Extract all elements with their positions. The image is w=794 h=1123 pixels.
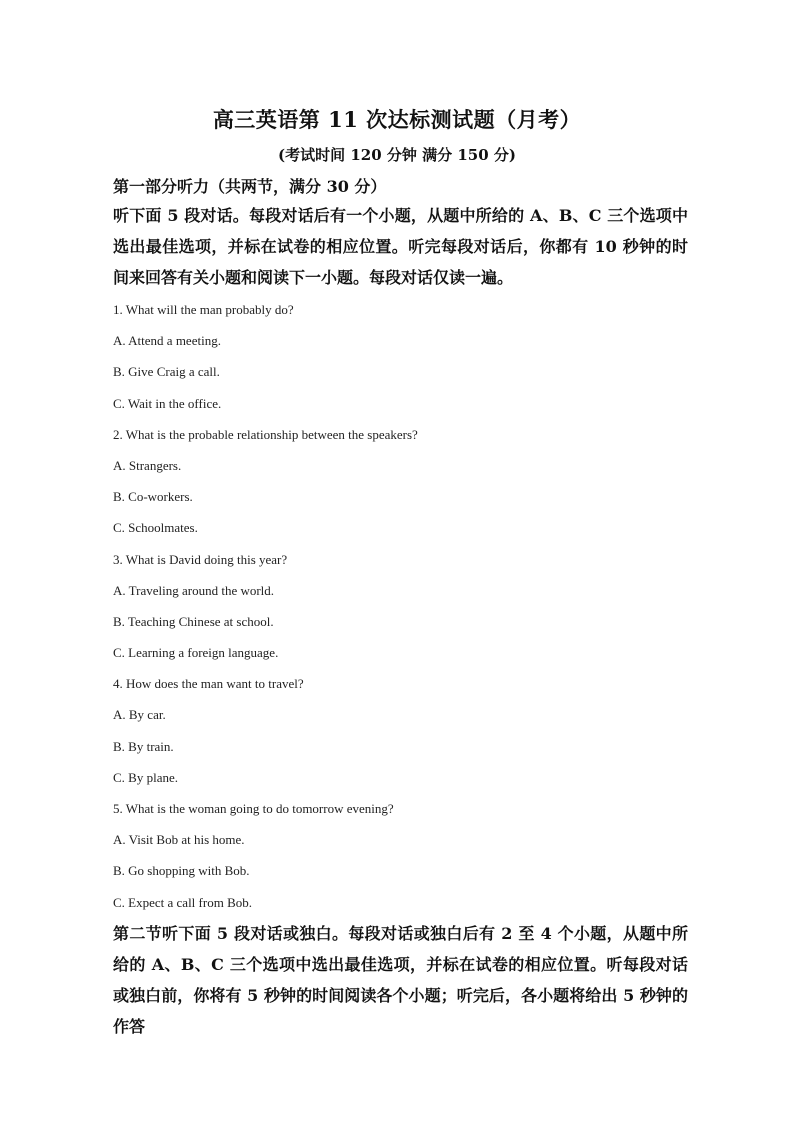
question-text: 5. What is the woman going to do tomorrow evening?: [113, 801, 394, 816]
section2-instructions: 第二节听下面 5 段对话或独白。每段对话或独白后有 2 至 4 个小题，从题中所给的 A、B、C 三个选项中选出最佳选项，并标在试卷的相应位置。听每段对话或独白前，你将有 5 秒钟的时间阅读各个小题；听完后，各小题将给出 5 秒钟的作答: [113, 924, 688, 1036]
answer-option: A. Attend a meeting.: [113, 333, 221, 349]
answer-option: C. Schoolmates.: [113, 520, 198, 536]
answer-option: C. Expect a call from Bob.: [113, 894, 252, 910]
answer-option: C. By plane.: [113, 769, 178, 785]
exam-subtitle: (考试时间 120 分钟 满分 150 分): [278, 146, 516, 164]
answer-option: A. Visit Bob at his home.: [113, 832, 245, 848]
answer-option: B. Give Craig a call.: [113, 364, 220, 380]
question-text: 2. What is the probable relationship between the speakers?: [113, 426, 418, 442]
answer-option: A. Traveling around the world.: [113, 582, 275, 598]
section-heading: 第一部分听力（共两节，满分 30 分）: [113, 177, 387, 196]
answer-option: A. By car.: [113, 707, 166, 723]
answer-option: B. Co-workers.: [113, 489, 193, 505]
section1-instructions: 听下面 5 段对话。每段对话后有一个小题，从题中所给的 A、B、C 三个选项中选出最佳选项，并标在试卷的相应位置。听完每段对话后，你都有 10 秒钟的时间来回答有关小题和阅读下一小题。每段对话仅读一遍。: [113, 206, 688, 287]
question-text: 1. What will the man probably do?: [113, 302, 294, 317]
answer-option: B. By train.: [113, 738, 174, 754]
answer-option: C. Learning a foreign language.: [113, 645, 279, 661]
answer-option: B. Teaching Chinese at school.: [113, 613, 274, 629]
answer-option: C. Wait in the office.: [113, 395, 222, 411]
question-text: 4. How does the man want to travel?: [113, 676, 304, 692]
answer-option: B. Go shopping with Bob.: [113, 863, 250, 879]
answer-option: A. Strangers.: [113, 457, 182, 473]
page-title: 高三英语第 11 次达标测试题（月考）: [212, 107, 582, 132]
question-list: [113, 300, 688, 924]
question-text: 3. What is David doing this year?: [113, 551, 288, 567]
